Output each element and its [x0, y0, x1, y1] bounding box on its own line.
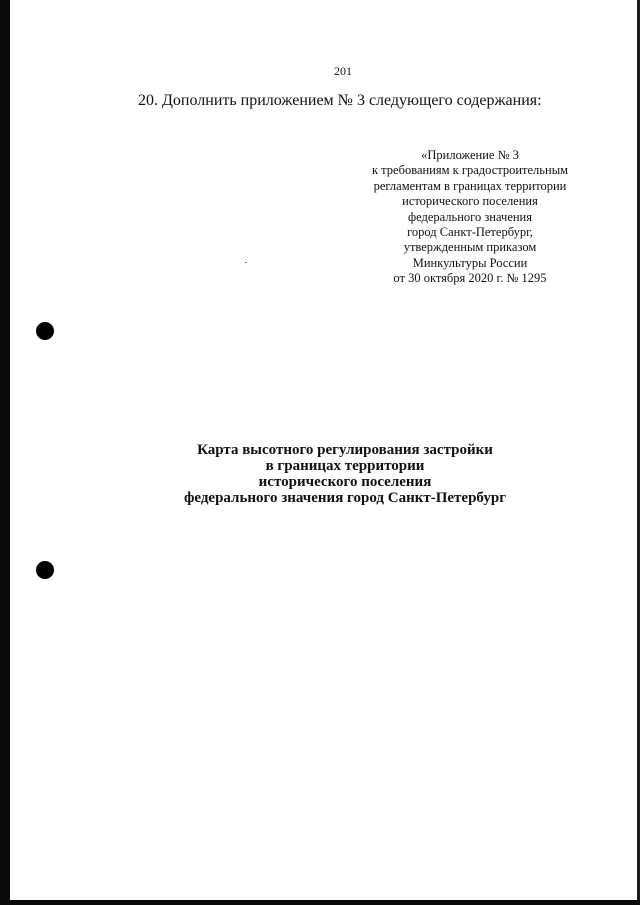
appendix-header-line: регламентам в границах территории: [373, 178, 567, 193]
amendment-paragraph: 20. Дополнить приложением № 3 следующего содержания:: [138, 92, 542, 109]
map-title-line: исторического поселения: [258, 474, 432, 490]
scan-border-left: [0, 0, 10, 905]
map-title-line: федерального значения город Санкт-Петербург: [183, 490, 507, 506]
map-title-line: Карта высотного регулирования застройки: [197, 442, 493, 458]
appendix-header-line: от 30 октября 2020 г. № 1295: [393, 271, 547, 286]
appendix-header-line: утвержденным приказом: [403, 240, 537, 255]
appendix-header-line: исторического поселения: [402, 194, 538, 209]
map-title: [150, 442, 540, 506]
appendix-header-line: город Санкт-Петербург,: [407, 225, 533, 240]
punch-hole-top: [36, 322, 54, 340]
map-title-line: в границах территории: [265, 458, 425, 474]
appendix-header-line: к требованиям к градостроительным: [371, 163, 568, 178]
scan-border-bottom: [0, 900, 640, 905]
scan-speck: [245, 262, 247, 263]
appendix-header-line: федерального значения: [407, 209, 532, 224]
appendix-header-line: Минкультуры России: [412, 255, 528, 270]
page-number: 201: [334, 64, 352, 78]
appendix-header-line: «Приложение № 3: [421, 148, 519, 162]
punch-hole-bottom: [36, 561, 54, 579]
appendix-header: [360, 148, 580, 287]
